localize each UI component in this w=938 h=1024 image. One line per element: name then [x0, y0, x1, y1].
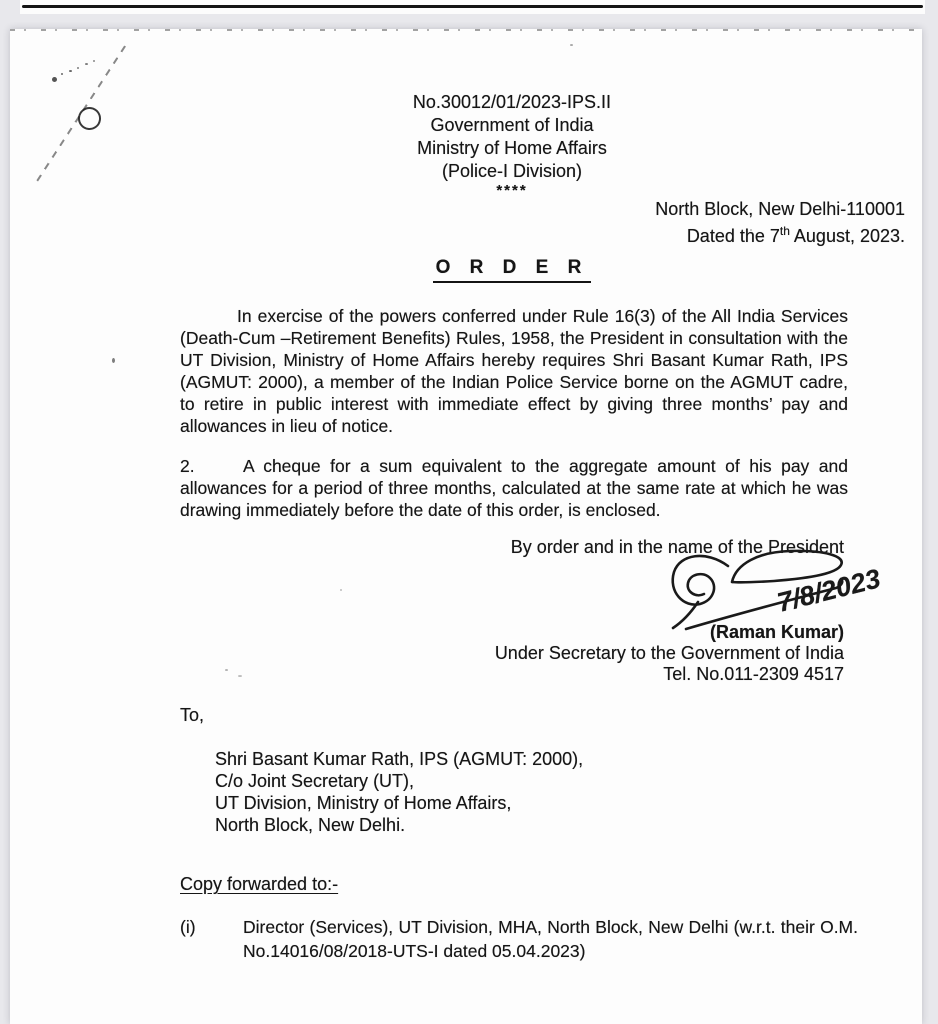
org-line-division: (Police-I Division) [441, 161, 583, 181]
paragraph-2 [180, 455, 848, 521]
addressee-line: North Block, New Delhi. [215, 815, 406, 835]
handwritten-signature [640, 548, 930, 633]
addressee-line: Shri Basant Kumar Rath, IPS (AGMUT: 2000), [215, 749, 584, 769]
order-title: O R D E R [433, 257, 592, 283]
order-title-row [187, 257, 837, 283]
handwritten-date: 7/8/2023 [774, 563, 884, 618]
previous-page-edge-line [22, 5, 923, 8]
signatory-designation: Under Secretary to the Government of India [494, 643, 844, 663]
ink-speck [570, 44, 573, 46]
ink-speck [61, 73, 63, 75]
ink-speck [93, 60, 95, 62]
by-order-line: By order and in the name of the President [510, 537, 844, 557]
copy-item-text: Director (Services), UT Division, MHA, North Block, New Delhi (w.r.t. their O.M. No.14016/08/2018-UTS-I dated 05.04.2023) [243, 917, 858, 961]
org-line-ministry: Ministry of Home Affairs [417, 138, 607, 158]
org-line-government: Government of India [430, 115, 594, 135]
ink-speck [52, 77, 57, 82]
paragraph-1: In exercise of the powers conferred under Rule 16(3) of the All India Services (Death-Cum –Retirement Benefits) Rules, 1958, the President in consultation with the UT Division, Ministry of Home Affairs hereby requires Shri Basant Kumar Rath, IPS (AGMUT: 2000), a member of the Indian Police Service borne on the AGMUT cadre, to retire in public interest with immediate effect by giving three months’ pay and allowances in lieu of notice. [180, 306, 848, 436]
paragraph-2-number: 2. [180, 456, 195, 476]
addressee-line: UT Division, Ministry of Home Affairs, [215, 793, 512, 813]
signatory-name: (Raman Kumar) [709, 622, 844, 642]
copy-item-number: (i) [180, 917, 196, 937]
scanned-document-page [10, 29, 922, 1024]
date-text-rest: August, 2023. [789, 226, 905, 246]
paragraph-2-text: A cheque for a sum equivalent to the aggregate amount of his pay and allowances for a period of three months, calculated at the same rate at which he was drawing immediately before the date of this order, is enclosed. [180, 456, 848, 520]
punch-hole-mark [77, 106, 103, 132]
ink-speck [225, 669, 228, 671]
ink-speck [69, 70, 72, 72]
date-ordinal: th [779, 224, 790, 238]
separator-stars: **** [496, 182, 528, 199]
place-date-block [655, 198, 905, 247]
letterhead [187, 91, 837, 197]
previous-page-fragment [20, 0, 925, 14]
ink-speck [77, 67, 79, 69]
scan-noise-top-edge [10, 29, 922, 31]
place-line: North Block, New Delhi-110001 [655, 199, 905, 219]
reference-number: No.30012/01/2023-IPS.II [412, 92, 612, 112]
copy-forwarded-item [180, 915, 858, 963]
copy-forwarded-label: Copy forwarded to:- [180, 874, 339, 894]
date-line [655, 220, 905, 247]
addressee-block [215, 748, 583, 836]
ink-speck [112, 358, 115, 363]
signatory-telephone: Tel. No.011-2309 4517 [663, 664, 844, 684]
ink-speck [238, 675, 242, 677]
addressee-line: C/o Joint Secretary (UT), [215, 771, 415, 791]
ink-speck [85, 63, 88, 65]
addressee-label: To, [180, 705, 205, 725]
signature-loop [673, 556, 728, 605]
ink-speck [340, 589, 342, 591]
signature-tail [673, 602, 698, 628]
date-text: Dated the 7 [686, 226, 780, 246]
